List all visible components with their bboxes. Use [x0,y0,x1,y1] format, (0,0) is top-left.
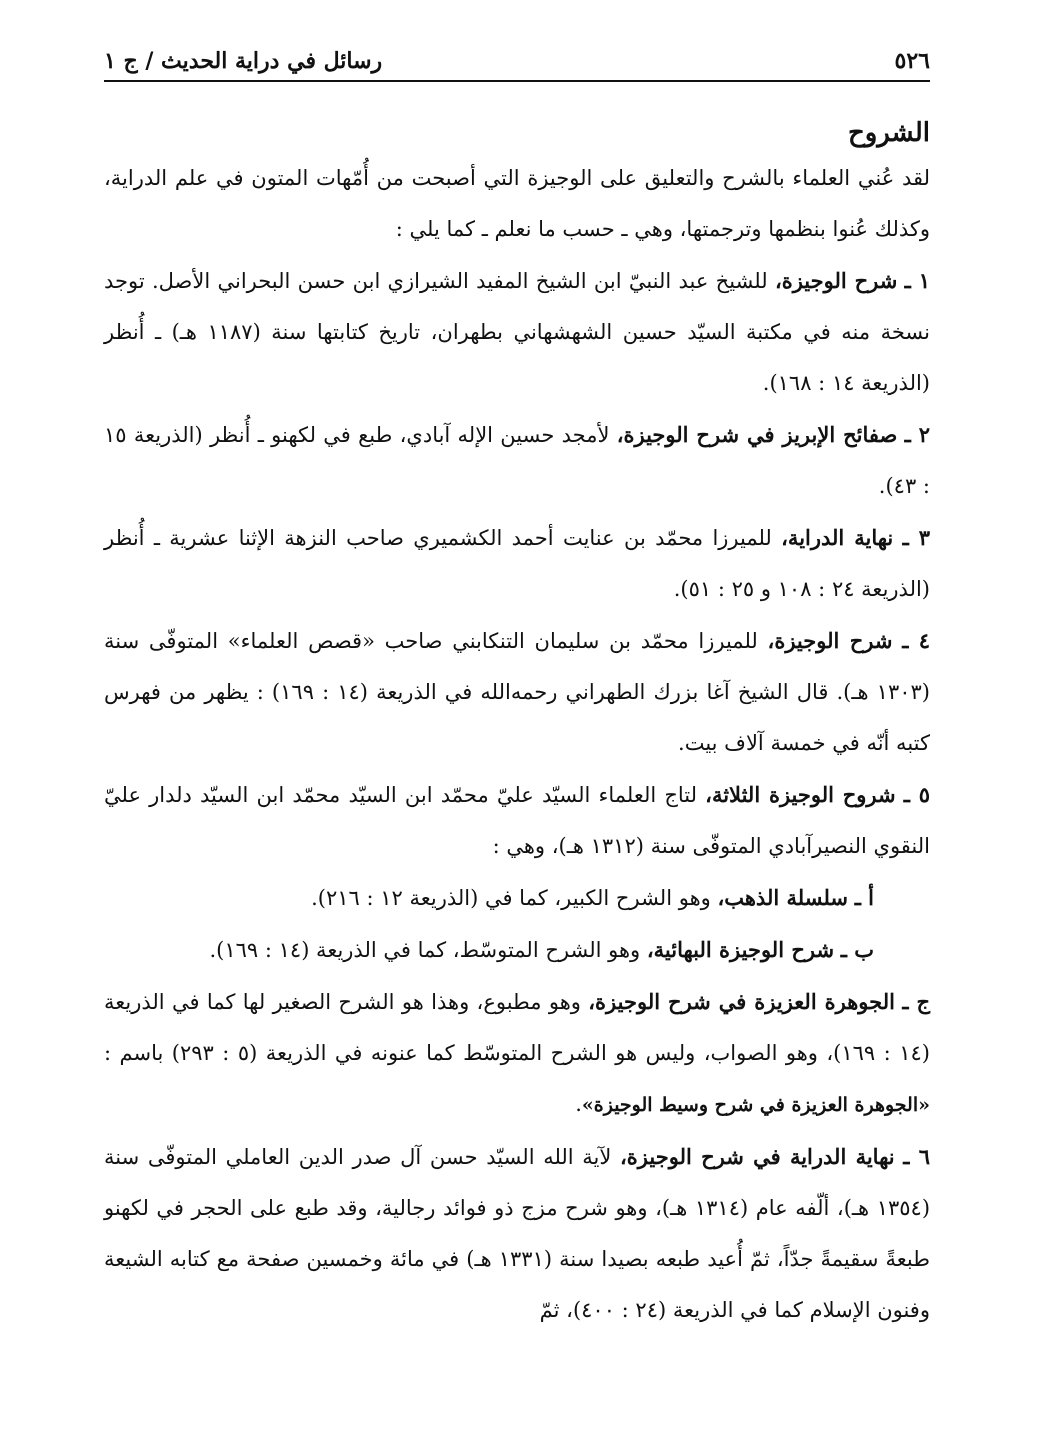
entry-number: ٢ ـ [904,422,930,448]
subentry-letter: ب ـ [840,937,874,963]
entry-title: شرح الوجيزة، [774,268,898,294]
entry-6 [104,1131,930,1336]
entry-1 [104,255,930,409]
section-title: الشروح [847,118,930,148]
entry-title: نهاية الدراية، [781,525,894,551]
entry-4 [104,615,930,769]
entry-number: ٥ ـ [903,782,930,808]
entry-title: نهاية الدراية في شرح الوجيزة، [620,1144,895,1170]
entry-number: ١ ـ [904,268,930,294]
entry-title: شرح الوجيزة، [767,628,893,654]
entry-text: للميرزا محمّد بن سليمان التنكابني صاحب «قصص العلماء» المتوفّى سنة (١٣٠٣ هـ). قال الشيخ آغا بزرك الطهراني رحمه‌الله في الذريعة (١٤ : ١٦٩) : يظهر من فهرس كتبه أنّه في خمسة آلاف بيت. [104,629,930,756]
entry-title: شروح الوجيزة الثلاثة، [705,782,896,808]
entry-text: لأمجد حسين الإله آبادي، طبع في لكهنو ـ أُنظر (الذريعة ١٥ : ٤٣). [104,423,930,499]
entry-number: ٦ ـ [903,1144,930,1170]
subentry-title: الجوهرة العزيزة في شرح الوجيزة، [588,989,895,1015]
page [104,40,930,1429]
entry-3 [104,512,930,615]
entry-title: صفائح الإبريز في شرح الوجيزة، [616,422,898,448]
running-header [104,40,930,82]
entry-text: لآية الله السيّد حسن آل صدر الدين العاملي المتوفّى سنة (١٣٥٤ هـ)، ألّفه عام (١٣١٤ هـ)، وهو شرح مزج ذو فوائد رجالية، وقد طبع على الحجر في لكهنو طبعةً سقيمةً جدّاً، ثمّ أُعيد طبعه بصيدا سنة (١٣٣١ هـ) في مائة وخمسين صفحة مع كتابه الشيعة وفنون الإسلام كما في الذريعة (٢٤ : ٤٠٠)، ثمّ [104,1145,931,1323]
subentry-letter: ج ـ [902,989,931,1015]
subentry-title: سلسلة الذهب، [717,885,848,911]
subentry-text: وهو الشرح المتوسّط، كما في الذريعة (١٤ : ١٦٩). [209,938,647,963]
entry-text: للميرزا محمّد بن عنايت أحمد الكشميري صاحب النزهة الإثنا عشرية ـ أُنظر (الذريعة ٢٤ : ١٠٨ و ٢٥ : ٥١). [104,526,930,602]
subentry-text: وهو الشرح الكبير، كما في (الذريعة ١٢ : ٢١٦). [311,886,718,911]
body-text [104,153,930,1336]
subentry-b [104,924,930,976]
subentry-letter: أ ـ [854,885,874,911]
entry-number: ٣ ـ [902,525,930,551]
entry-text: للشيخ عبد النبيّ ابن الشيخ المفيد الشيرازي ابن حسن البحراني الأصل. توجد نسخة منه في مكتبة السيّد حسين الشهشهاني بطهران، تاريخ كتابتها سنة (١١٨٧ هـ) ـ أُنظر (الذريعة ١٤ : ١٦٨). [104,269,930,396]
subentry-a [104,872,930,924]
subentry-c [104,976,930,1131]
subentry-end: . [575,1092,582,1117]
subentry-text: وهو مطبوع، وهذا هو الشرح الصغير لها كما في الذريعة (١٤ : ١٦٩)، وهو الصواب، وليس هو الشرح المتوسّط كما عنونه في الذريعة (٥ : ٢٩٣) باسم : [104,990,930,1066]
intro-paragraph: لقد عُني العلماء بالشرح والتعليق على الوجيزة التي أصبحت من أُمّهات المتون في علم الدراية، وكذلك عُنوا بنظمها وترجمتها، وهي ـ حسب ما نعلم ـ كما يلي : [104,166,930,242]
entry-2 [104,409,930,512]
quoted-title: «الجوهرة العزيزة في شرح وسيط الوجيزة» [581,1094,930,1117]
entry-text: لتاج العلماء السيّد عليّ محمّد ابن السيّد محمّد ابن السيّد دلدار عليّ النقوي النصيرآبادي المتوفّى سنة (١٣١٢ هـ)، وهي : [104,783,930,859]
subentry-title: شرح الوجيزة البهائية، [646,937,835,963]
book-title: رسائل في دراية الحديث / ج ١ [104,48,383,74]
entry-number: ٤ ـ [902,628,930,654]
page-number: ٥٢٦ [894,48,930,74]
entry-5 [104,769,930,872]
